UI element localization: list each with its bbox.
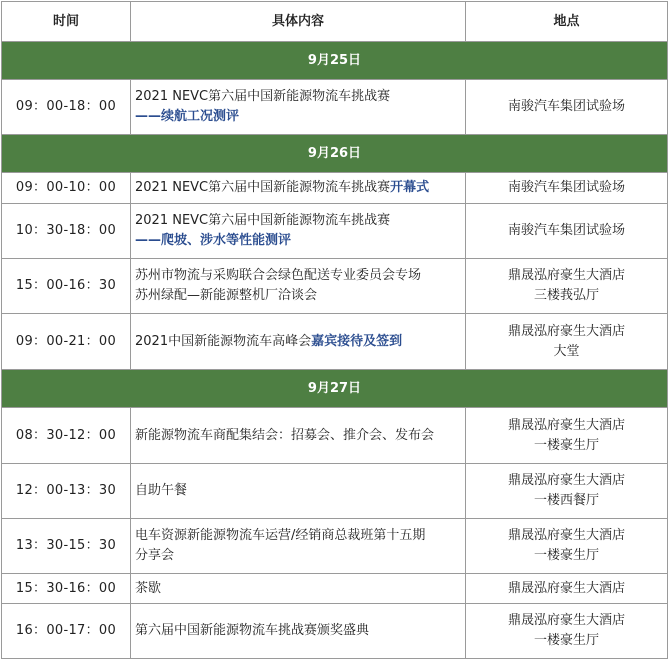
location-cell: 鼎晟泓府豪生大酒店 大堂 bbox=[466, 314, 668, 370]
schedule-table bbox=[1, 1, 668, 659]
table-row bbox=[2, 604, 668, 659]
location-cell: 鼎晟泓府豪生大酒店 三楼莪弘厅 bbox=[466, 259, 668, 314]
content-cell: 2021中国新能源物流车高峰会嘉宾接待及签到 bbox=[131, 314, 466, 370]
day-row bbox=[2, 135, 668, 173]
location-cell: 鼎晟泓府豪生大酒店 bbox=[466, 574, 668, 604]
day-label: 9月25日 bbox=[2, 42, 668, 80]
table-row bbox=[2, 314, 668, 370]
time-cell: 09：00-18：00 bbox=[2, 80, 131, 135]
location-cell: 南骏汽车集团试验场 bbox=[466, 80, 668, 135]
time-cell: 16：00-17：00 bbox=[2, 604, 131, 659]
table-row bbox=[2, 204, 668, 259]
header-row bbox=[2, 2, 668, 42]
content-cell: 2021 NEVC第六届中国新能源物流车挑战赛 ——续航工况测评 bbox=[131, 80, 466, 135]
time-cell: 12：00-13：30 bbox=[2, 464, 131, 519]
header-location: 地点 bbox=[466, 2, 668, 42]
time-cell: 10：30-18：00 bbox=[2, 204, 131, 259]
header-time: 时间 bbox=[2, 2, 131, 42]
content-cell: 苏州市物流与采购联合会绿色配送专业委员会专场 苏州绿配—新能源整机厂洽谈会 bbox=[131, 259, 466, 314]
time-cell: 08：30-12：00 bbox=[2, 408, 131, 464]
location-cell: 鼎晟泓府豪生大酒店 一楼西餐厅 bbox=[466, 464, 668, 519]
table-row bbox=[2, 519, 668, 574]
day-label: 9月26日 bbox=[2, 135, 668, 173]
day-row bbox=[2, 42, 668, 80]
table-row bbox=[2, 259, 668, 314]
content-cell: 2021 NEVC第六届中国新能源物流车挑战赛 ——爬坡、涉水等性能测评 bbox=[131, 204, 466, 259]
table-row bbox=[2, 464, 668, 519]
content-cell: 自助午餐 bbox=[131, 464, 466, 519]
location-cell: 南骏汽车集团试验场 bbox=[466, 204, 668, 259]
day-label: 9月27日 bbox=[2, 370, 668, 408]
time-cell: 15：00-16：30 bbox=[2, 259, 131, 314]
header-content: 具体内容 bbox=[131, 2, 466, 42]
time-cell: 15：30-16：00 bbox=[2, 574, 131, 604]
time-cell: 09：00-21：00 bbox=[2, 314, 131, 370]
content-cell: 电车资源新能源物流车运营/经销商总裁班第十五期 分享会 bbox=[131, 519, 466, 574]
content-cell: 新能源物流车商配集结会：招募会、推介会、发布会 bbox=[131, 408, 466, 464]
table-row bbox=[2, 80, 668, 135]
table-row bbox=[2, 408, 668, 464]
time-cell: 09：00-10：00 bbox=[2, 173, 131, 204]
location-cell: 鼎晟泓府豪生大酒店 一楼豪生厅 bbox=[466, 519, 668, 574]
content-cell: 茶歇 bbox=[131, 574, 466, 604]
location-cell: 鼎晟泓府豪生大酒店 一楼豪生厅 bbox=[466, 604, 668, 659]
table-row bbox=[2, 574, 668, 604]
content-cell: 2021 NEVC第六届中国新能源物流车挑战赛开幕式 bbox=[131, 173, 466, 204]
location-cell: 鼎晟泓府豪生大酒店 一楼豪生厅 bbox=[466, 408, 668, 464]
day-row bbox=[2, 370, 668, 408]
content-cell: 第六届中国新能源物流车挑战赛颁奖盛典 bbox=[131, 604, 466, 659]
table-row bbox=[2, 173, 668, 204]
location-cell: 南骏汽车集团试验场 bbox=[466, 173, 668, 204]
time-cell: 13：30-15：30 bbox=[2, 519, 131, 574]
